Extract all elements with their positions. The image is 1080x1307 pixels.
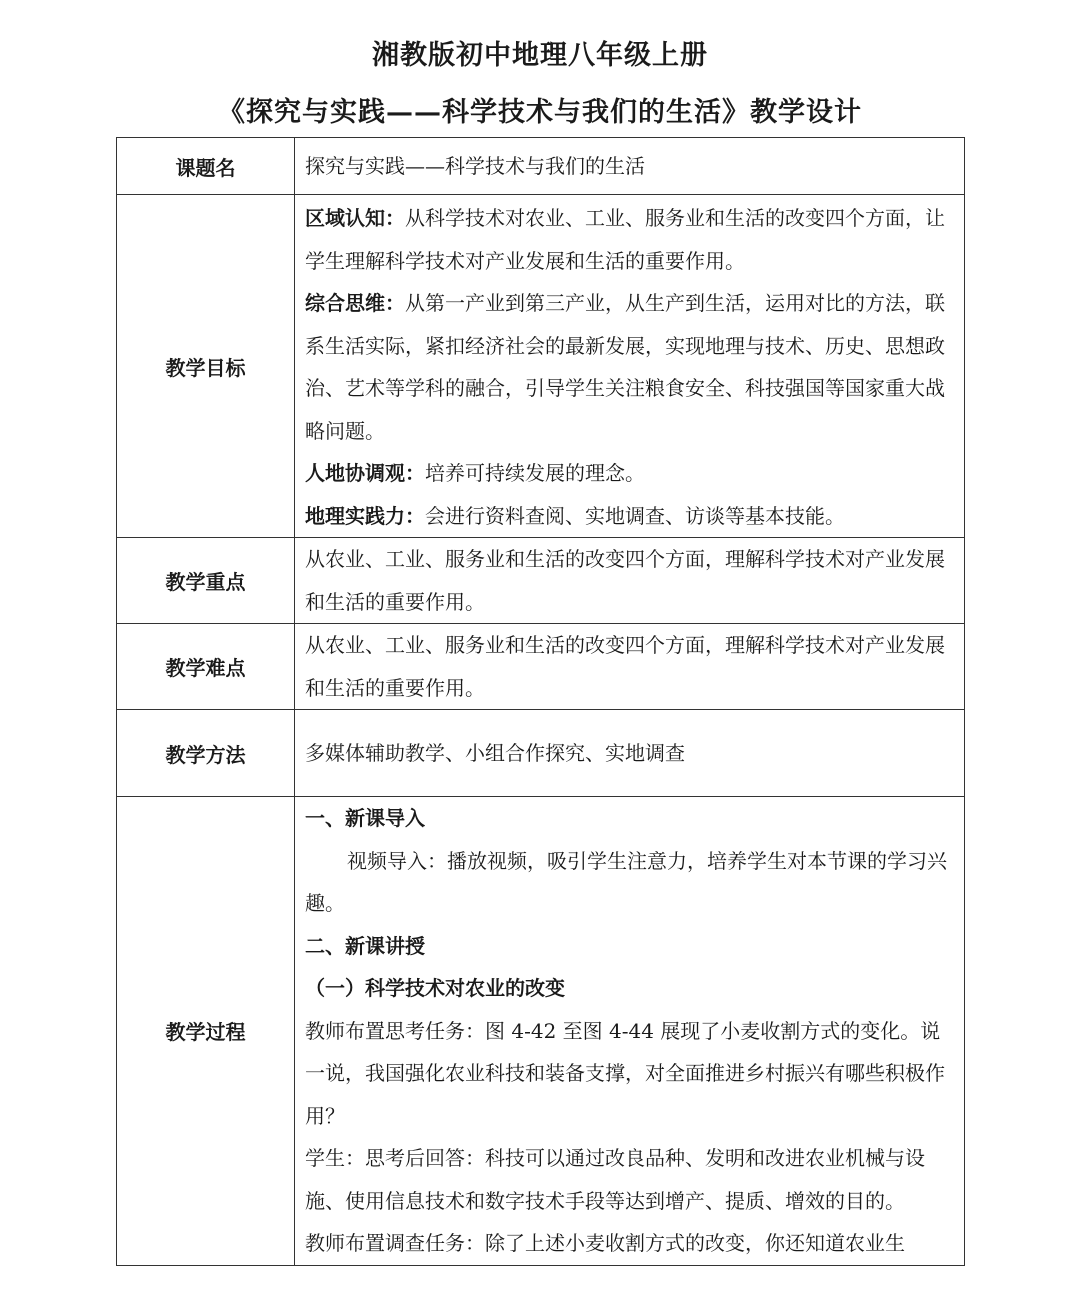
subsection-heading-text: （一）科学技术对农业的改变 [305,976,565,1000]
subsection-heading [305,967,956,1010]
table-row [117,195,965,538]
difficulties-label: 教学难点 [117,624,295,710]
process-label: 教学过程 [117,797,295,1266]
goal-text: 从科学技术对农业、工业、服务业和生活的改变四个方面，让学生理解科学技术对产业发展和生活的重要作用。 [305,206,945,273]
section-heading [305,925,956,968]
goal-item [305,452,956,495]
task-paragraph: 教师布置调查任务：除了上述小麦收割方式的改变，你还知道农业生 [305,1231,905,1255]
topic-value: 探究与实践——科学技术与我们的生活 [295,138,965,195]
section-heading-text: 二、新课讲授 [305,933,425,958]
table-row [117,538,965,624]
goal-head: 综合思维： [305,291,405,315]
intro-paragraph: 视频导入：播放视频，吸引学生注意力，培养学生对本节课的学习兴趣。 [305,848,947,915]
difficulties-value: 从农业、工业、服务业和生活的改变四个方面，理解科学技术对产业发展和生活的重要作用。 [295,624,965,710]
document-title: 湘教版初中地理八年级上册 [372,40,708,71]
lesson-plan-table [116,137,965,1266]
section-heading-text: 一、新课导入 [305,806,425,830]
goals-label: 教学目标 [117,195,295,538]
document-subtitle: 《探究与实践——科学技术与我们的生活》教学设计 [218,97,862,128]
goals-content [295,195,965,538]
goal-head: 人地协调观： [305,461,425,485]
goal-text: 会进行资料查阅、实地调查、访谈等基本技能。 [425,503,845,528]
table-row [117,710,965,797]
answer-paragraph: 学生：思考后回答：科技可以通过改良品种、发明和改进农业机械与设施、使用信息技术和数字技术手段等达到增产、提质、增效的目的。 [305,1146,925,1213]
goal-text: 培养可持续发展的理念。 [425,461,645,485]
table-row [117,138,965,195]
goal-text: 从第一产业到第三产业，从生产到生活，运用对比的方法，联系生活实际，紧扣经济社会的最新发展，实现地理与技术、历史、思想政治、艺术等学科的融合，引导学生关注粮食安全、科技强国等国家重大战略问题。 [305,291,945,443]
goal-head: 地理实践力： [305,503,425,528]
key-points-value: 从农业、工业、服务业和生活的改变四个方面，理解科学技术对产业发展和生活的重要作用。 [295,538,965,624]
goal-item [305,197,956,282]
goal-item [305,282,956,452]
table-row [117,624,965,710]
table-row [117,797,965,1266]
goal-item [305,495,956,538]
topic-label: 课题名 [117,138,295,195]
process-content [295,797,965,1266]
key-points-label: 教学重点 [117,538,295,624]
goal-head: 区域认知： [305,206,405,230]
methods-value: 多媒体辅助教学、小组合作探究、实地调查 [295,710,965,797]
methods-label: 教学方法 [117,710,295,797]
section-heading [305,797,956,840]
task-paragraph: 教师布置思考任务：图 4-42 至图 4-44 展现了小麦收割方式的变化。说一说，我国强化农业科技和装备支撑，对全面推进乡村振兴有哪些积极作用？ [305,1018,945,1128]
